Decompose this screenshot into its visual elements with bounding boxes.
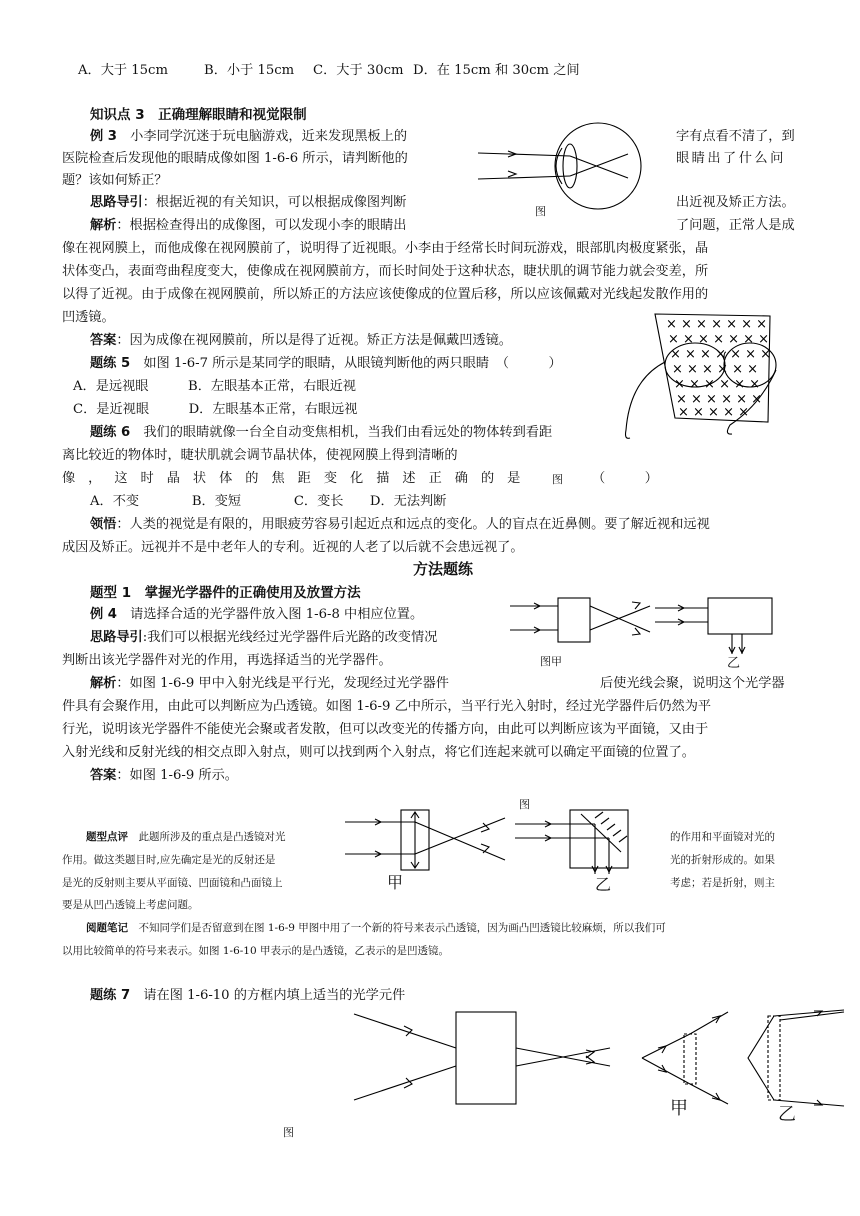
type1-title: 题型 1 掌握光学器件的正确使用及放置方法: [90, 585, 361, 601]
fig-1-6-10-right: [638, 1008, 850, 1108]
method-title: 方法题练: [413, 560, 474, 578]
svg-text:× × × × ×: × × × × ×: [678, 405, 749, 420]
t6-line1: [90, 424, 552, 442]
svg-text:× × × × × ×: × × × × × ×: [676, 392, 763, 407]
svg-text:× × × × × ×: × × × × × ×: [672, 362, 759, 377]
kp3-analysis: [90, 217, 407, 235]
comment-text2a: 作用。做这类题目时,应先确定是光的反射还是: [62, 854, 276, 866]
t5-option-ab: A．是远视眼 B．左眼基本正常，右眼近视: [73, 379, 356, 394]
insight-text1: ：人类的视觉是有限的，用眼疲劳容易引起近点和远点的变化。人的盲点在近鼻侧。要了解近视和远视: [116, 517, 710, 532]
ex4-analysis-2: 件具有会聚作用，由此可以判断应为凸透镜。如图 1-6-9 乙中所示，当平行光入射时，经过光学器件后仍然为平: [62, 699, 712, 714]
svg-text:× × × × × × ×: × × × × × × ×: [670, 347, 772, 362]
ex4-analysis-a: ：如图 1-6-9 甲中入射光线是平行光，发现经过光学器件: [116, 676, 449, 691]
t7-label: 题练 7: [90, 988, 131, 1003]
analysis-text-3: 状体变凸，表面弯曲程度变大，使像成在视网膜前方，而长时间处于这种状态，睫状肌的调节能力就会变差，所: [62, 264, 709, 279]
t5-text: 如图 1-6-7 所示是某同学的眼睛，从眼镜判断他的两只眼睛 （ ）: [143, 356, 562, 371]
t6-text1: 我们的眼睛就像一台全自动变焦相机，当我们由看远处的物体转到看距: [143, 425, 553, 440]
ex4-line: [90, 606, 423, 624]
t6-text3: 像，这时晶状体的焦距变化描述正确的是: [62, 471, 534, 486]
analysis-label: 解析: [90, 218, 117, 233]
fig8-jia-label: 图甲: [540, 655, 562, 668]
guide-text: ：根据近视的有关知识，可以根据成像图判断: [142, 195, 407, 210]
fig-1-6-10-left: [350, 1008, 620, 1108]
comment-line1: [86, 828, 286, 846]
fig9-yi-label: 乙: [595, 875, 612, 894]
ex4-label: 例 4: [90, 607, 117, 622]
t6-paren: （ ）: [592, 471, 658, 486]
notes-label: 阅题笔记: [86, 922, 128, 934]
ex4-answer-label: 答案: [90, 768, 117, 783]
ex3-label: 例 3: [90, 129, 117, 144]
ex4-guide: [90, 629, 437, 647]
insight-text2: 成因及矫正。远视并不是中老年人的专利。近视的人老了以后就不会患远视了。: [62, 540, 524, 555]
t5-label: 题练 5: [90, 356, 131, 371]
insight-label: 领悟: [90, 517, 117, 532]
option-c: C．大于 30cm: [313, 63, 404, 78]
option-a: A．大于 15cm: [78, 63, 168, 78]
svg-text:× × × × × × ×: × × × × × × ×: [666, 317, 768, 332]
analysis-text-b: 了问题，正常人是成: [676, 218, 795, 233]
notes-text1: 不知同学们是否留意到在图 1-6-9 甲图中用了一个新的符号来表示凸透镜，因为画凸凹透镜比较麻烦，所以我们可: [138, 922, 666, 934]
ex4-analysis-3: 行光，说明该光学器件不能使光会聚或者发散，但可以改变光的传播方向，由此可以判断应该为平面镜，又由于: [62, 722, 709, 737]
t6-options: A．不变 B．变短 C．变长 D．无法判断: [90, 494, 447, 509]
analysis-text-4: 以得了近视。由于成像在视网膜前，所以矫正的方法应该使像成的位置后移，所以应该佩戴对光线起发散作用的: [62, 287, 709, 302]
ex4-text: 请选择合适的光学器件放入图 1-6-8 中相应位置。: [130, 607, 424, 622]
ex3-text2a: 医院检查后发现他的眼睛成像如图 1-6-6 所示，请判断他的: [62, 151, 408, 166]
comment-text2b: 光的折射形成的。如果: [670, 854, 775, 866]
ex3-text1b: 字有点看不清了，到: [676, 129, 795, 144]
glasses-diagram: [620, 310, 780, 450]
t7-question: [90, 987, 405, 1005]
analysis-text-a: ：根据检查得出的成像图，可以发现小李的眼睛出: [116, 218, 407, 233]
ex4-guide-label: 思路导引: [90, 630, 143, 645]
analysis-text-2: 像在视网膜上，而他成像在视网膜前了，说明得了近视眼。小李由于经常长时间玩游戏，眼部肌肉极度紧张，晶: [62, 241, 709, 256]
notes-text2: 以用比较简单的符号来表示。如图 1-6-10 甲表示的是凸透镜，乙表示的是凹透镜。: [62, 945, 449, 957]
answer-label: 答案: [90, 333, 117, 348]
option-d: D．在 15cm 和 30cm 之间: [413, 63, 580, 78]
ex4-analysis-label: 解析: [90, 676, 117, 691]
ex4-answer-text: ：如图 1-6-9 所示。: [116, 768, 238, 783]
notes-line1: [86, 919, 666, 937]
fig9-jia-label: 甲: [387, 873, 404, 892]
eye-diagram: [478, 118, 653, 218]
fig10-yi-label: 乙: [778, 1104, 796, 1125]
fig10-jia-label: 甲: [670, 1098, 688, 1119]
t6-text2: 离比较近的物体时，睫状肌就会调节晶状体，使视网膜上得到清晰的: [62, 448, 458, 463]
comment-text1b: 的作用和平面镜对光的: [670, 831, 775, 843]
eye-fig-label: 图: [535, 205, 546, 218]
option-b: B．小于 15cm: [204, 63, 295, 78]
t5-option-cd: C．是近视眼 D．左眼基本正常，右眼远视: [73, 402, 358, 417]
ex3-text1a: 小李同学沉迷于玩电脑游戏，近来发现黑板上的: [130, 129, 408, 144]
kp3-guide: [90, 194, 407, 212]
analysis-text-5: 凹透镜。: [62, 310, 115, 325]
kp3-answer: [90, 332, 512, 350]
svg-text:× × × × × ×: × × × × × ×: [674, 377, 761, 392]
comment-text3b: 考虑；若是折射，则主: [670, 877, 775, 889]
guide-text-b: 出近视及矫正方法。: [676, 195, 795, 210]
fig9-label: 图: [519, 798, 530, 811]
svg-text:× × × × × × ×: × × × × × × ×: [668, 332, 770, 347]
answer-text: ：因为成像在视网膜前，所以是得了近视。矫正方法是佩戴凹透镜。: [116, 333, 512, 348]
ex4-answer: [90, 767, 238, 785]
t6-label: 题练 6: [90, 425, 131, 440]
ex4-guide-text2: 判断出该光学器件对光的作用，再选择适当的光学器件。: [62, 653, 392, 668]
fig8-yi-label: 乙: [727, 656, 741, 671]
comment-label: 题型点评: [86, 831, 128, 843]
ex4-analysis: [90, 675, 449, 693]
ex3-text3: 题？该如何矫正？: [62, 173, 168, 188]
t5-question: [90, 355, 562, 373]
insight-line1: [90, 516, 710, 534]
ex4-analysis-4: 入射光线和反射光线的相交点即入射点，则可以找到两个入射点，将它们连起来就可以确定平面镜的位置了。: [62, 745, 695, 760]
kp3-title: 知识点 3 正确理解眼睛和视觉限制: [90, 107, 307, 123]
ex4-analysis-b: 后使光线会聚，说明这个光学器: [600, 676, 785, 691]
t7-text: 请在图 1-6-10 的方框内填上适当的光学元件: [143, 988, 406, 1003]
ex3-line1: [90, 128, 407, 146]
ex3-text2b: 眼睛出了什么问: [676, 151, 786, 166]
guide-label: 思路导引: [90, 195, 143, 210]
t6-fig-label: 图: [552, 473, 563, 486]
comment-text1a: 此题所涉及的重点是凸透镜对光: [138, 831, 286, 843]
comment-text3a: 是光的反射则主要从平面镜、凹面镜和凸面镜上: [62, 877, 283, 889]
comment-text4: 要是从凹凸透镜上考虑问题。: [62, 899, 199, 911]
t7-fig-label: 图: [283, 1126, 294, 1139]
ex4-guide-text1: :我们可以根据光线经过光学器件后光路的改变情况: [142, 630, 438, 645]
